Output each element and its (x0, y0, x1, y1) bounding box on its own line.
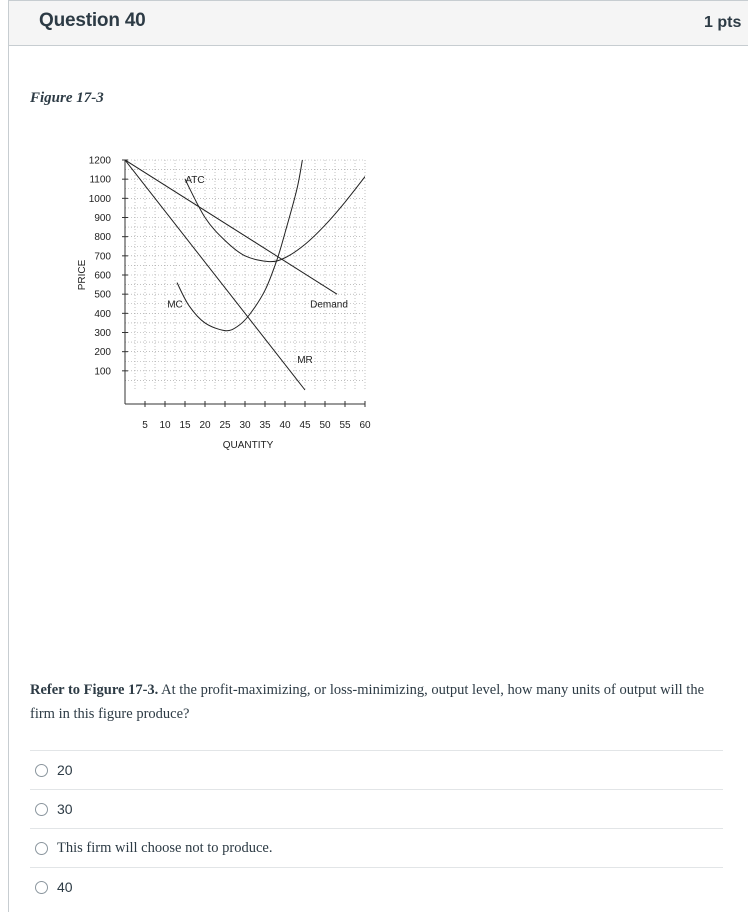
answer-list (30, 750, 723, 906)
x-tick-label: 25 (219, 420, 231, 431)
series-atc-label: ATC (185, 175, 205, 186)
question-text-bold: Refer to Figure 17-3. (30, 682, 159, 698)
y-tick-label: 300 (94, 328, 111, 339)
y-tick-label: 100 (94, 366, 111, 378)
x-axis-title: QUANTITY (222, 440, 274, 451)
question-text-rest: At the profit-maximizing, or loss-minimizing, output level, how many units of output will the firm in this figure produce? (30, 682, 705, 722)
radio-button[interactable] (35, 881, 48, 894)
x-tick-label: 50 (319, 420, 331, 431)
x-tick-label: 20 (199, 420, 211, 431)
answer-label: 20 (57, 762, 73, 778)
figure-chart (60, 145, 390, 465)
x-tick-label: 45 (299, 420, 311, 431)
question-points: 1 pts (704, 14, 742, 31)
radio-button[interactable] (35, 842, 48, 855)
answer-option[interactable] (30, 867, 723, 906)
x-tick-label: 40 (279, 420, 291, 431)
question-text (30, 678, 720, 726)
y-tick-label: 500 (94, 289, 111, 301)
answer-option[interactable] (30, 750, 723, 789)
y-tick-label: 900 (94, 213, 111, 224)
x-tick-label: 10 (159, 420, 171, 431)
x-tick-label: 60 (359, 420, 371, 431)
y-tick-label: 600 (94, 270, 111, 282)
y-tick-label: 1200 (88, 155, 111, 167)
answer-option[interactable] (30, 789, 723, 828)
answer-label: 40 (57, 879, 73, 895)
y-tick-label: 700 (94, 251, 111, 263)
question-header (8, 0, 748, 46)
radio-button[interactable] (35, 803, 48, 816)
x-tick-label: 30 (239, 420, 251, 431)
y-tick-label: 400 (94, 308, 111, 320)
y-tick-label: 800 (94, 232, 111, 244)
answer-label: This firm will choose not to produce. (57, 839, 273, 856)
answer-option[interactable] (30, 828, 723, 867)
y-tick-label: 1000 (88, 193, 111, 205)
radio-button[interactable] (35, 764, 48, 777)
series-demand-label: Demand (310, 299, 348, 311)
y-axis-title: PRICE (77, 259, 88, 291)
series-mc-label: MC (167, 299, 183, 311)
x-tick-label: 5 (142, 420, 148, 431)
series-mr-label: MR (297, 355, 313, 367)
x-tick-label: 55 (339, 420, 351, 431)
y-tick-label: 200 (94, 347, 111, 359)
series-atc-line (185, 172, 369, 262)
x-tick-label: 15 (179, 420, 191, 431)
answer-label: 30 (57, 801, 73, 817)
question-title: Question 40 (39, 10, 146, 31)
x-tick-label: 35 (259, 420, 271, 431)
figure-caption: Figure 17-3 (30, 90, 104, 106)
y-tick-label: 1100 (89, 174, 111, 186)
